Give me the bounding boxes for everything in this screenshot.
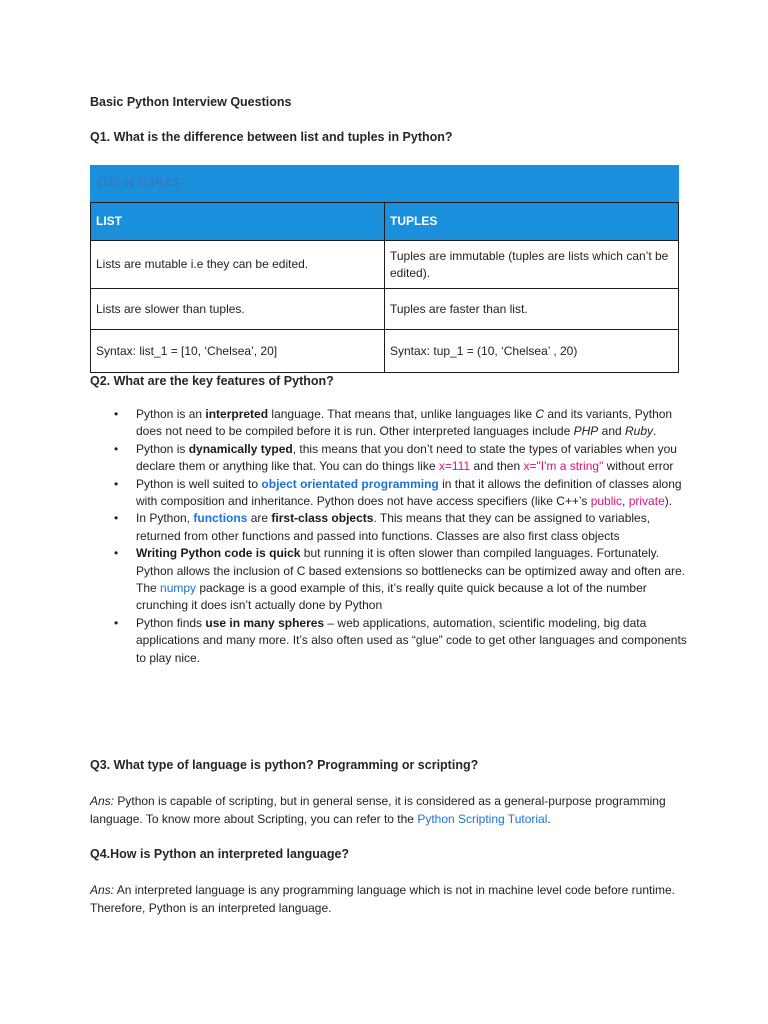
table-cell: Syntax: tup_1 = (10, ‘Chelsea’ , 20)	[385, 330, 679, 373]
code-snippet: public	[590, 494, 623, 509]
bullet-icon: •	[114, 615, 119, 630]
q4-heading: Q4.How is Python an interpreted language?	[90, 847, 350, 861]
table-cell: Tuples are faster than list.	[385, 289, 679, 330]
header-list: LIST	[91, 203, 385, 241]
code-snippet: x=111	[438, 459, 471, 474]
comparison-table	[90, 202, 679, 373]
document-title: Basic Python Interview Questions	[90, 95, 292, 109]
scripting-tutorial-link[interactable]: Python Scripting Tutorial	[417, 811, 548, 826]
q4-answer: Ans: An interpreted language is any programming language which is not in machine level code before runtime. Therefore, Python is an interpreted language.	[90, 883, 676, 915]
table-cell: Lists are mutable i.e they can be edited.	[91, 241, 385, 289]
header-tuples: TUPLES	[385, 203, 679, 241]
answer-label: Ans:	[90, 794, 115, 808]
code-snippet: x="I'm a string"	[523, 459, 604, 474]
bullet-icon: •	[114, 546, 119, 561]
bullet-icon: •	[114, 407, 119, 421]
bullet-icon: •	[114, 511, 119, 526]
table-row	[91, 289, 679, 330]
features-list	[114, 406, 694, 667]
table-row	[91, 241, 679, 289]
list-item: • Python is well suited to object orientated programming in that it allows the definition of classes along with composition and inheritance. Python does not have access specifiers (like C++’s public, private).	[114, 476, 682, 509]
bullet-icon: •	[114, 476, 119, 491]
answer-label: Ans:	[90, 883, 115, 897]
list-item: • Python is dynamically typed, this means that you don’t need to state the types of variables when you declare them or anything like that. You can do things like x=111 and then x="I'm a string" without error	[114, 441, 677, 474]
q3-heading: Q3. What type of language is python? Programming or scripting?	[90, 758, 479, 772]
oop-link[interactable]: object orientated programming	[261, 476, 439, 491]
list-item: • Writing Python code is quick but running it is often slower than compiled languages. Fortunately. Python allows the inclusion of C based extensions so bottlenecks can be optimized away and often are. The numpy package is a good example of this, it’s really quite quick because a lot of the number crunching it does isn’t actually done by Python	[114, 546, 685, 613]
table-banner: LIST vs TUPLES	[90, 165, 679, 202]
bullet-icon: •	[114, 441, 119, 456]
q3-answer: Ans: Python is capable of scripting, but in general sense, it is considered as a general-purpose programming language. To know more about Scripting, you can refer to the Python Scripting Tutorial.	[90, 794, 666, 826]
list-vs-tuples-table	[90, 165, 679, 373]
q2-heading: Q2. What are the key features of Python?	[90, 374, 334, 388]
table-cell: Tuples are immutable (tuples are lists which can’t be edited).	[385, 241, 679, 289]
table-header-row	[91, 203, 679, 241]
table-cell: Lists are slower than tuples.	[91, 289, 385, 330]
table-cell: Syntax: list_1 = [10, ‘Chelsea’, 20]	[91, 330, 385, 373]
functions-link[interactable]: functions	[193, 511, 248, 526]
table-row	[91, 330, 679, 373]
code-snippet: private	[628, 494, 665, 509]
list-item: • In Python, functions are first-class objects. This means that they can be assigned to variables, returned from other functions and passed into functions. Classes are also first class objects	[114, 511, 651, 543]
numpy-link[interactable]: numpy	[160, 581, 197, 596]
q1-heading: Q1. What is the difference between list and tuples in Python?	[90, 130, 453, 144]
list-item: • Python finds use in many spheres – web applications, automation, scientific modeling, big data applications and many more. It’s also often used as “glue” code to get other languages and components to play nice.	[114, 615, 687, 665]
list-item: • Python is an interpreted language. That means that, unlike languages like C and its variants, Python does not need to be compiled before it is run. Other interpreted languages include PHP and Ruby.	[114, 407, 673, 439]
